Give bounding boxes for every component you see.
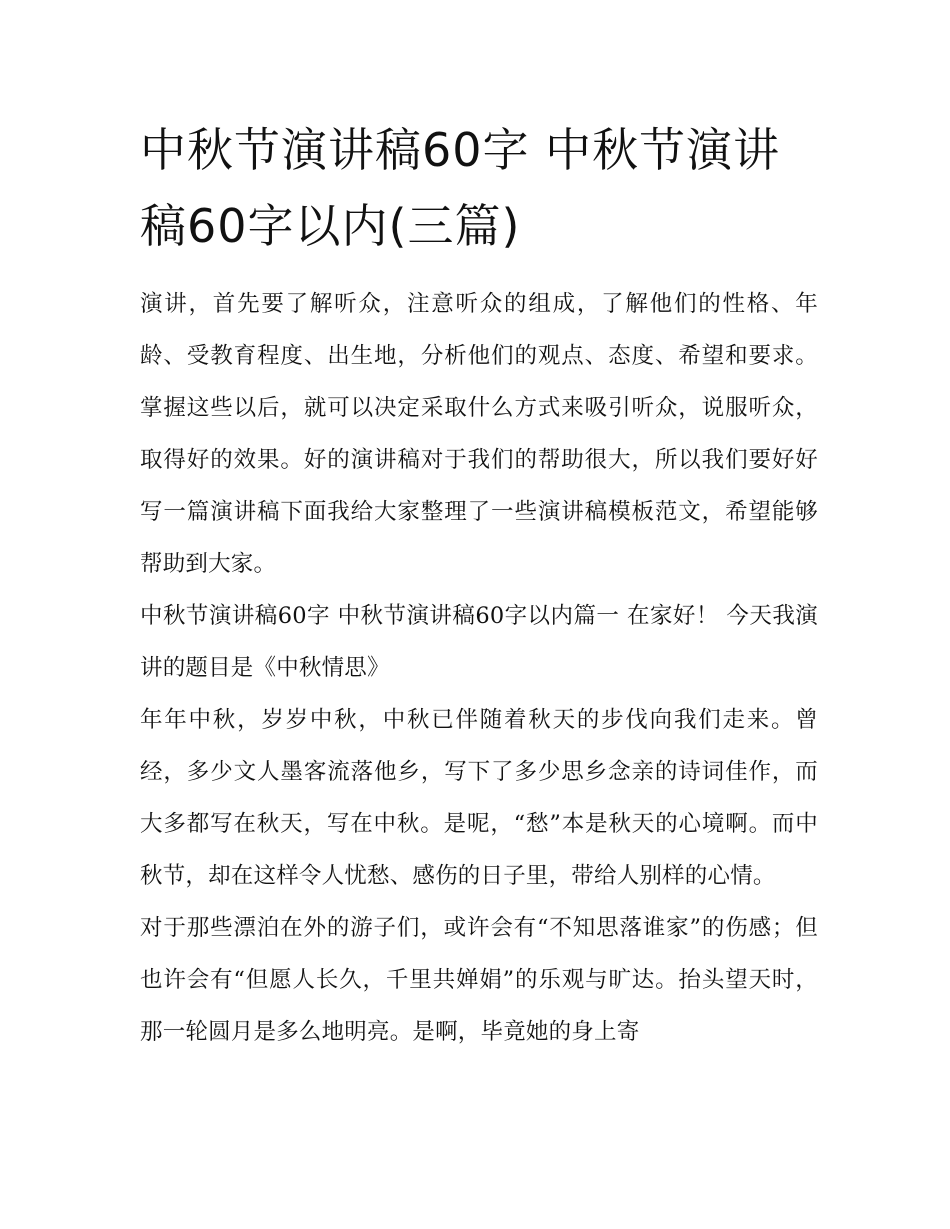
paragraph-mid-autumn: 年年中秋，岁岁中秋，中秋已伴随着秋天的步伐向我们走来。曾经，多少文人墨客流落他乡，写下了多少思乡念亲的诗词佳作，而大多都写在秋天，写在中秋。是呢，“愁”本是秋天的心境啊。而中秋节，却在这样令人忧愁、感伤的日子里，带给人别样的心情。 [140, 707, 818, 889]
paragraph-speech-opening: 中秋节演讲稿60字 中秋节演讲稿60字以内篇一 在家好！ 今天我演讲的题目是《中秋情思》 [140, 603, 818, 681]
paragraph-wanderers: 对于那些漂泊在外的游子们，或许会有“不知思落谁家”的伤感；但也许会有“但愿人长久，千里共婵娟”的乐观与旷达。抬头望天时，那一轮圆月是多么地明亮。是啊，毕竟她的身上寄 [140, 915, 818, 1045]
document-page [140, 112, 818, 1058]
document-title: 中秋节演讲稿60字 中秋节演讲稿60字以内(三篇) [140, 123, 781, 253]
paragraph-intro: 演讲，首先要了解听众，注意听众的组成，了解他们的性格、年龄、受教育程度、出生地，分析他们的观点、态度、希望和要求。掌握这些以后，就可以决定采取什么方式来吸引听众，说服听众，取得好的效果。好的演讲稿对于我们的帮助很大，所以我们要好好写一篇演讲稿下面我给大家整理了一些演讲稿模板范文，希望能够帮助到大家。 [140, 291, 818, 577]
